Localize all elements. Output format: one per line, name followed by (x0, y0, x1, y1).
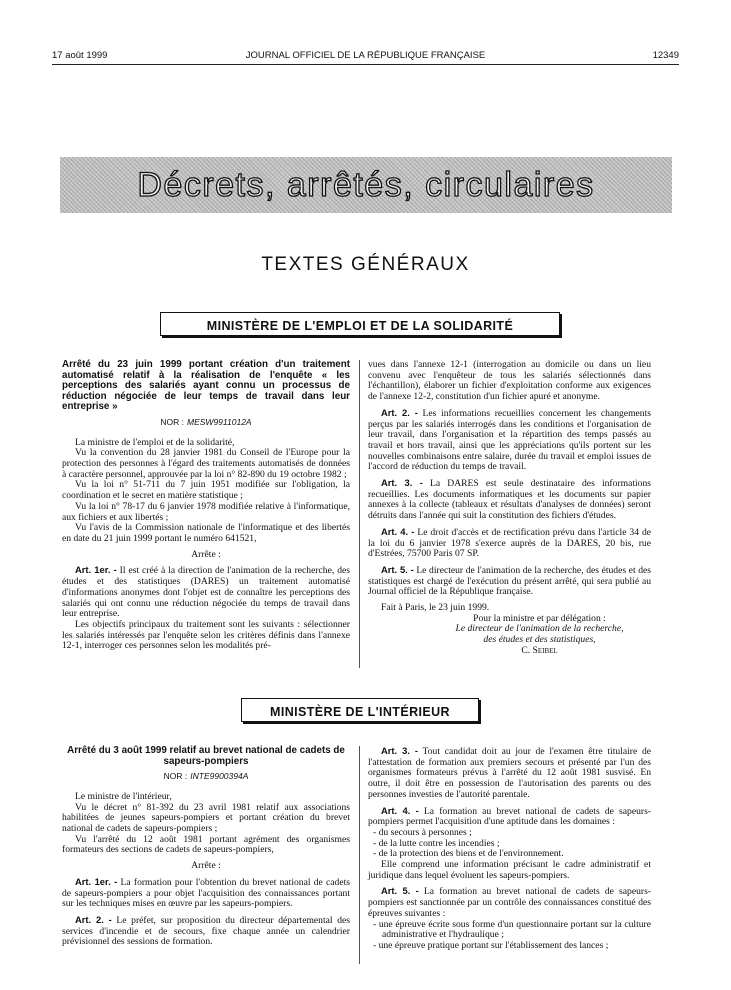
nor-label: NOR : (163, 771, 188, 782)
nor-code: INTE9900394A (190, 771, 249, 782)
article (62, 915, 350, 948)
column-divider (359, 746, 360, 964)
article-label: Art. 2. - (381, 406, 418, 418)
article-label: Art. 4. - (381, 525, 415, 537)
header-date: 17 août 1999 (52, 50, 108, 61)
arrete-label: Arrête : (191, 860, 221, 872)
column-right-bottom (368, 746, 651, 952)
article-label: Art. 2. - (75, 913, 112, 925)
article (368, 527, 651, 560)
list-item: - de la lutte contre les incendies ; (373, 837, 500, 849)
paragraph: Vu l'arrêté du 12 août 1981 portant agrément des organismes formateurs des sections de cadets de sapeurs-pompiers, (62, 833, 350, 856)
signature-name: C. Seibel (521, 644, 558, 656)
paragraph: Vu l'avis de la Commission nationale de l'informatique et des libertés en date du 21 juin 1999 portant le numéro 641521, (62, 522, 350, 544)
article-label: Art. 3. - (381, 477, 423, 489)
page-header (52, 50, 679, 64)
list-item: - une épreuve écrite sous forme d'un questionnaire portant sur la culture administrative et l'hydraulique ; (373, 918, 651, 941)
column-left-bottom (62, 746, 350, 948)
nor-reference (62, 771, 350, 782)
article-label: Art. 1er. - (75, 564, 117, 576)
article-label: Art. 4. - (381, 804, 419, 816)
decree-title: Arrêté du 23 juin 1999 portant création d'un traitement automatisé relatif à la réalisation de l'enquête « les perceptions des salariés ayant connu un processus de réduction négociée de leur temps de travail dans leur entreprise » (62, 359, 350, 413)
section-banner (60, 157, 672, 213)
article (368, 746, 651, 801)
article-label: Art. 5. - (381, 885, 419, 897)
paragraph: Vu la loi n° 78-17 du 6 janvier 1978 modifiée relative à l'informatique, aux fichiers et aux libertés ; (62, 500, 350, 523)
column-divider (359, 360, 360, 668)
column-right-top (368, 360, 651, 657)
article-label: Art. 3. - (381, 745, 418, 756)
article-text: La formation au brevet national de cadets de sapeurs-pompiers est sanctionnée par un contrôle des connaissances constitué des épreuves suivantes : (368, 886, 651, 919)
paragraph: vues dans l'annexe 12-1 (interrogation au domicile ou dans un lieu convenu avec l'enquêteur de tous les salariés sélectionnés dans l'échantillon), élaborer un fichier d'exploitation conforme aux exigences de l'annexe 12-2, constitution d'un fichier apuré et anonyme. (368, 359, 651, 403)
article (368, 565, 651, 598)
paragraph: Vu la loi n° 51-711 du 7 juin 1951 modifiée sur l'obligation, la coordination et le secret en matière statistique ; (62, 479, 350, 502)
list-item: - du secours à personnes ; (373, 826, 472, 838)
article (368, 806, 651, 828)
header-journal-title: JOURNAL OFFICIEL DE LA RÉPUBLIQUE FRANÇAISE (245, 50, 486, 61)
article-text: Il est créé à la direction de l'animation de la recherche, des études et des statistiques (DARES) un traitement automatisé d'informations anonymes dont l'objet est de connaître les perceptions des salariés qui ont connu une réduction négociée du temps de travail dans leur entreprise. (62, 565, 350, 620)
article (368, 408, 651, 473)
header-page-number: 12349 (652, 50, 679, 61)
article-label: Art. 5. - (381, 563, 414, 575)
list-item: - une épreuve pratique portant sur l'établissement des lances ; (373, 939, 609, 951)
paragraph: Les objectifs principaux du traitement sont les suivants : sélectionner les salariés intéressés par l'enquête selon les critères définis dans l'annexe 12-1, interroger ces personnes selon les modalités pré- (62, 618, 350, 652)
arrete-label: Arrête : (191, 548, 221, 560)
article-text: Le préfet, sur proposition du directeur départemental des services d'incendie et de secours, fixe chaque année un calendrier prévisionnel des sessions de formation. (62, 914, 350, 948)
paragraph: Elle comprend une information précisant le cadre administratif et juridique dans lequel évoluent les sapeurs-pompiers. (368, 859, 651, 881)
header-rule (52, 64, 679, 65)
article (368, 886, 651, 919)
paragraph: Le ministre de l'intérieur, (75, 790, 172, 802)
article-text: La DARES est seule destinataire des informations recueillies. Les documents informatiques et les documents sur papier annexes à la collecte (tableaux et résultats d'analyses de données) seront détruits dans l'année qui suit la constitution des fichiers d'études. (368, 478, 651, 522)
fait-a-paris: Fait à Paris, le 23 juin 1999. (381, 602, 490, 614)
article (62, 565, 350, 620)
article-text: Le droit d'accès et de rectification prévu dans l'article 34 de la loi du 6 janvier 1978 s'exerce auprès de la DARES, 20 bis, rue d'Estrées, 75700 Paris 07 SP. (368, 526, 651, 560)
article-text: La formation au brevet national de cadets de sapeurs-pompiers permet l'acquisition d'une aptitude dans les domaines : (368, 805, 651, 828)
article-text: Les informations recueillies concernent les changements perçus par les salariés interrogés dans les conditions et l'organisation de leur travail, dans l'organisation et la répartition des temps passés au travail et hors travail, ainsi que les appréciations qu'ils portent sur les nouvelles combinaisons entre salaire, durée du travail et emploi issues de l'accord de réduction du temps de travail. (368, 407, 651, 473)
nor-reference (62, 417, 350, 428)
signature-line: Pour la ministre et par délégation : (473, 612, 606, 624)
ministry-heading-emploi: MINISTÈRE DE L'EMPLOI ET DE LA SOLIDARITÉ (160, 312, 560, 336)
banner-title: Décrets, arrêtés, circulaires (137, 166, 595, 204)
paragraph: La ministre de l'emploi et de la solidarité, (75, 436, 235, 448)
list-item: - de la protection des biens et de l'environnement. (373, 848, 564, 860)
article-text: Le directeur de l'animation de la recherche, des études et des statistiques est chargé de l'exécution du présent arrêté, qui sera publié au Journal officiel de la République française. (368, 564, 651, 598)
nor-code: MESW9911012A (187, 416, 252, 427)
article-text: La formation pour l'obtention du brevet national de cadets de sapeurs-pompiers a pour objet l'acquisition des connaissances portant sur les techniques mises en œuvre par les sapeurs-pompiers. (62, 876, 350, 910)
paragraph: Vu la convention du 28 janvier 1981 du Conseil de l'Europe pour la protection des personnes à l'égard des traitements automatisés de données à caractère personnel, approuvée par la loi n° 82-890 du 19 octobre 1982 ; (62, 447, 350, 480)
article (368, 478, 651, 522)
nor-label: NOR : (160, 416, 185, 427)
signature-line: des études et des statistiques, (483, 634, 596, 646)
signature-line: Le directeur de l'animation de la recherche, (455, 623, 624, 635)
article-label: Art. 1er. - (75, 875, 118, 887)
column-left-top (62, 360, 350, 652)
article-text: Tout candidat doit au jour de l'examen être titulaire de l'attestation de formation aux premiers secours et présenté par l'un des organismes formateurs prévus à l'arrêté du 12 août 1981 susvisé. En outre, il doit être en possession de l'autorisation des parents ou des personnes investies de l'autorité parentale. (368, 746, 652, 800)
article (62, 877, 350, 910)
section-title: TEXTES GÉNÉRAUX (261, 254, 470, 275)
decree-title: Arrêté du 3 août 1999 relatif au brevet national de cadets de sapeurs-pompiers (67, 745, 345, 767)
ministry-heading-interieur: MINISTÈRE DE L'INTÉRIEUR (241, 698, 479, 722)
paragraph: Vu le décret n° 81-392 du 23 avril 1981 relatif aux associations habilitées de jeunes sapeurs-pompiers et portant création du brevet national de cadets de sapeurs-pompiers ; (62, 801, 350, 834)
